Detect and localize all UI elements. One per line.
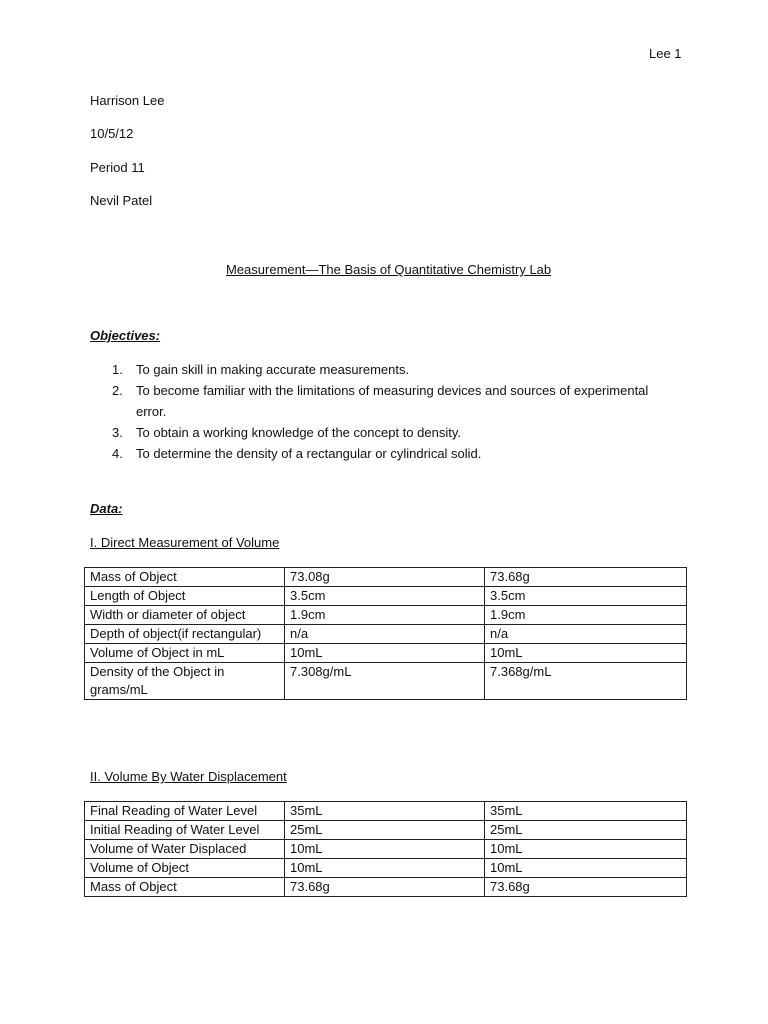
trial-1-value: 10mL [285, 840, 485, 859]
trial-1-value: 10mL [285, 644, 485, 663]
row-label: Density of the Object in grams/mL [85, 663, 285, 700]
table-row [85, 840, 687, 859]
trial-2-value: 10mL [485, 840, 687, 859]
trial-2-value: 73.68g [485, 568, 687, 587]
row-label: Volume of Object [85, 859, 285, 878]
row-label: Initial Reading of Water Level [85, 821, 285, 840]
objective-number: 1. [112, 362, 123, 377]
trial-2-value: 25mL [485, 821, 687, 840]
objective-item [112, 380, 676, 422]
lab-partner: Nevil Patel [90, 193, 153, 208]
trial-1-value: 73.68g [285, 878, 485, 897]
trial-2-value: 7.368g/mL [485, 663, 687, 700]
table-row [85, 606, 687, 625]
data-heading: Data: [90, 501, 123, 516]
trial-1-value: 1.9cm [285, 606, 485, 625]
objective-number: 4. [112, 446, 123, 461]
row-label: Length of Object [85, 587, 285, 606]
trial-1-value: n/a [285, 625, 485, 644]
trial-1-value: 73.08g [285, 568, 485, 587]
table-row [85, 644, 687, 663]
trial-2-value: 73.68g [485, 878, 687, 897]
trial-2-value: 10mL [485, 644, 687, 663]
objectives-list [90, 359, 676, 464]
objective-text: To gain skill in making accurate measurements. [136, 362, 410, 377]
class-period: Period 11 [90, 160, 145, 175]
trial-1-value: 35mL [285, 802, 485, 821]
objective-text: To become familiar with the limitations of measuring devices and sources of experimental error. [136, 383, 649, 419]
row-label: Volume of Water Displaced [85, 840, 285, 859]
table-row [85, 625, 687, 644]
trial-1-value: 25mL [285, 821, 485, 840]
row-label: Depth of object(if rectangular) [85, 625, 285, 644]
table-row [85, 859, 687, 878]
row-label: Mass of Object [85, 568, 285, 587]
table-row [85, 821, 687, 840]
trial-2-value: 10mL [485, 859, 687, 878]
trial-1-value: 10mL [285, 859, 485, 878]
table-row [85, 663, 687, 700]
objective-item [112, 422, 676, 443]
objectives-heading: Objectives: [90, 328, 161, 343]
table-row [85, 568, 687, 587]
page-number: Lee 1 [649, 46, 682, 61]
trial-2-value: n/a [485, 625, 687, 644]
lab-title: Measurement—The Basis of Quantitative Chemistry Lab [226, 262, 552, 277]
objective-number: 3. [112, 425, 123, 440]
objective-item [112, 359, 676, 380]
trial-2-value: 3.5cm [485, 587, 687, 606]
objective-text: To determine the density of a rectangular or cylindrical solid. [136, 446, 482, 461]
objective-item [112, 443, 676, 464]
objective-number: 2. [112, 383, 123, 398]
water-displacement-table [84, 801, 687, 897]
date: 10/5/12 [90, 126, 134, 141]
trial-1-value: 7.308g/mL [285, 663, 485, 700]
trial-1-value: 3.5cm [285, 587, 485, 606]
table2-title: II. Volume By Water Displacement [90, 769, 287, 784]
row-label: Width or diameter of object [85, 606, 285, 625]
table-row [85, 587, 687, 606]
student-name: Harrison Lee [90, 93, 165, 108]
trial-2-value: 35mL [485, 802, 687, 821]
table-row [85, 802, 687, 821]
table1-title: I. Direct Measurement of Volume [90, 535, 280, 550]
objective-text: To obtain a working knowledge of the concept to density. [136, 425, 461, 440]
direct-measurement-table [84, 567, 687, 700]
row-label: Mass of Object [85, 878, 285, 897]
row-label: Final Reading of Water Level [85, 802, 285, 821]
table-row [85, 878, 687, 897]
row-label: Volume of Object in mL [85, 644, 285, 663]
trial-2-value: 1.9cm [485, 606, 687, 625]
